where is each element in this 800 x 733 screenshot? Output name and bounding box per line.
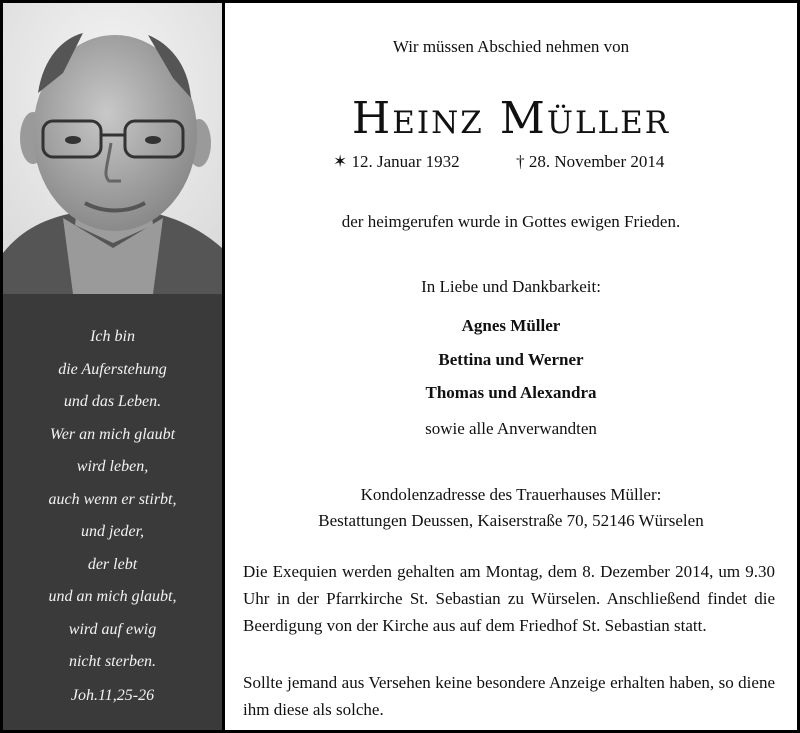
quote-reference: Joh.11,25-26	[70, 687, 155, 704]
obituary-notice	[3, 3, 797, 730]
quote-line: wird leben,	[76, 458, 149, 475]
birth-date: ✶ 12. Januar 1932	[333, 152, 460, 171]
quote-line: wird auf ewig	[68, 620, 157, 638]
portrait-illustration	[3, 3, 222, 294]
notice-paragraph: Sollte jemand aus Versehen keine besondere Anzeige erhalten haben, so diene ihm diese als solche.	[243, 673, 775, 719]
intro-line: Wir müssen Abschied nehmen von	[392, 37, 630, 56]
left-panel	[3, 3, 222, 730]
quote-line: auch wenn er stirbt,	[48, 490, 177, 508]
right-panel	[225, 3, 797, 730]
death-date: † 28. November 2014	[516, 152, 665, 171]
quote-line: der lebt	[87, 555, 138, 573]
quote-line: und das Leben.	[63, 393, 162, 410]
condolence-address: Bestattungen Deussen, Kaiserstraße 70, 52146 Würselen	[318, 511, 704, 530]
quote-line: und an mich glaubt,	[48, 588, 177, 605]
portrait-photo	[3, 3, 222, 294]
quote-line: die Auferstehung	[58, 360, 167, 378]
mourner-name: Thomas und Alexandra	[425, 383, 597, 402]
relatives-line: sowie alle Anverwandten	[425, 419, 597, 438]
deceased-name: Heinz Müller	[351, 93, 671, 144]
mourner-name: Agnes Müller	[461, 316, 561, 335]
mourner-name: Bettina und Werner	[438, 350, 584, 369]
scripture-quote	[3, 321, 222, 679]
exequies-paragraph: Die Exequien werden gehalten am Montag, dem 8. Dezember 2014, um 9.30 Uhr in der Pfarrkirche St. Sebastian zu Würselen. Anschließend findet die Beerdigung von der Kirche aus auf dem Friedhof St. Sebastian statt.	[243, 562, 775, 635]
quote-line: nicht sterben.	[68, 653, 157, 670]
quote-line: Ich bin	[90, 328, 135, 345]
quote-line: und jeder,	[80, 523, 145, 540]
life-dates	[333, 152, 664, 172]
quote-line: Wer an mich glaubt	[49, 425, 176, 443]
condolence-title: Kondolenzadresse des Trauerhauses Müller:	[360, 485, 662, 504]
faith-line: der heimgerufen wurde in Gottes ewigen Frieden.	[341, 212, 681, 231]
mourning-intro: In Liebe und Dankbarkeit:	[421, 277, 601, 296]
